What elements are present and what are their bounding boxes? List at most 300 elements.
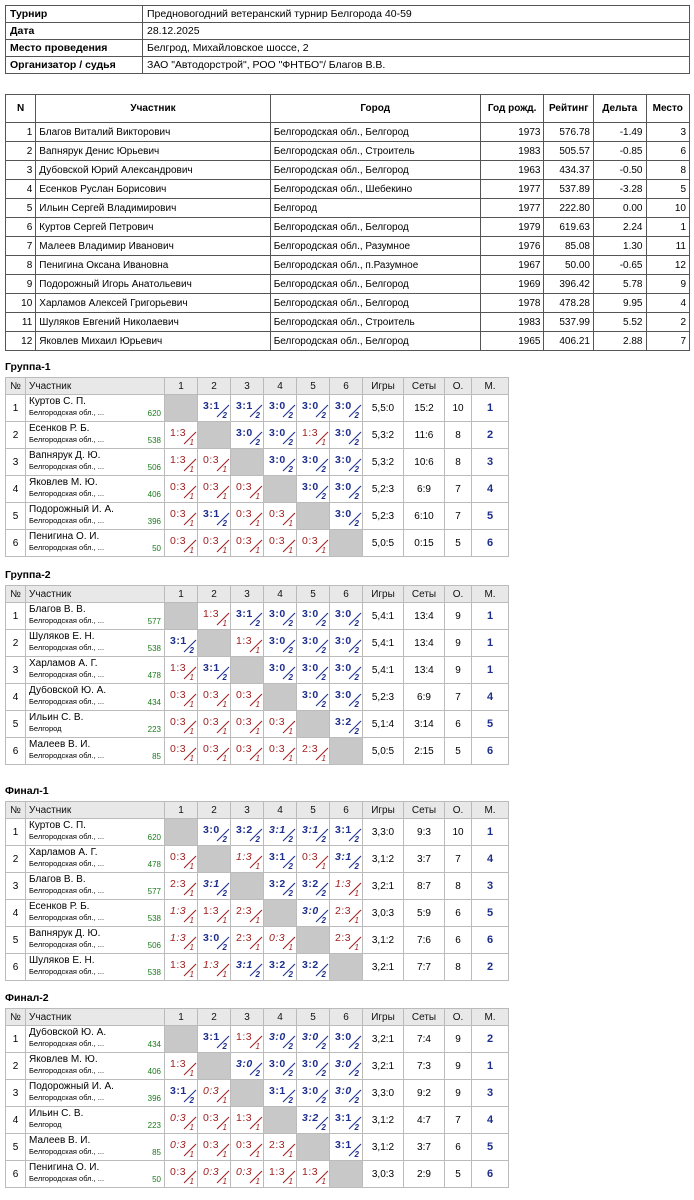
match-points: 2 xyxy=(255,619,260,628)
match-score: 0:3 xyxy=(203,743,220,755)
self-match-cell xyxy=(165,603,198,630)
match-result-cell xyxy=(198,603,231,630)
match-points: 2 xyxy=(255,970,260,979)
match-score: 3:1 xyxy=(236,959,253,971)
match-points: 2 xyxy=(288,889,293,898)
match-points: 2 xyxy=(354,1123,359,1132)
points-cell: 6 xyxy=(445,900,472,927)
match-result-cell xyxy=(264,603,297,630)
match-score: 3:2 xyxy=(269,878,286,890)
match-result-cell xyxy=(330,395,363,422)
group-table xyxy=(5,801,509,981)
row-number: 6 xyxy=(6,738,26,765)
player-name: Шуляков Е. Н. xyxy=(29,632,95,643)
match-score: 3:0 xyxy=(302,1085,319,1097)
participant-row xyxy=(6,199,690,218)
player-city: Белгородская обл., ... xyxy=(29,1148,105,1156)
group-header-cell: 5 xyxy=(297,1009,330,1026)
group-row xyxy=(6,1134,509,1161)
participant-city: Белгородская обл., Белгород xyxy=(270,123,480,142)
participant-row xyxy=(6,237,690,256)
player-city: Белгородская обл., ... xyxy=(29,544,105,552)
points-cell: 7 xyxy=(445,1107,472,1134)
group-header-row xyxy=(6,802,509,819)
player-city: Белгородская обл., ... xyxy=(29,887,105,895)
participant-place: 4 xyxy=(646,294,690,313)
participant-year: 1977 xyxy=(480,199,544,218)
player-name: Вапнярук Д. Ю. xyxy=(29,451,101,462)
match-score: 2:3 xyxy=(335,932,352,944)
player-rating: 50 xyxy=(152,544,161,553)
player-city: Белгородская обл., ... xyxy=(29,463,105,471)
participant-place: 7 xyxy=(646,332,690,351)
match-result-cell xyxy=(330,1053,363,1080)
match-result-cell xyxy=(264,954,297,981)
match-result-cell xyxy=(330,422,363,449)
match-result-cell xyxy=(330,873,363,900)
row-number: 2 xyxy=(6,422,26,449)
match-points: 1 xyxy=(255,754,260,763)
player-name: Благов В. В. xyxy=(29,605,86,616)
games-cell: 5,4:1 xyxy=(363,603,404,630)
match-result-cell xyxy=(165,1080,198,1107)
participant-city: Белгородская обл., Белгород xyxy=(270,218,480,237)
group-row xyxy=(6,476,509,503)
match-points: 2 xyxy=(354,673,359,682)
match-result-cell xyxy=(231,395,264,422)
match-score: 3:1 xyxy=(203,508,220,520)
group-header-cell: № xyxy=(6,802,26,819)
match-score: 3:0 xyxy=(302,635,319,647)
match-points: 2 xyxy=(354,700,359,709)
participant-row xyxy=(6,313,690,332)
match-score: 0:3 xyxy=(203,716,220,728)
points-cell: 7 xyxy=(445,684,472,711)
place-cell: 4 xyxy=(472,1107,509,1134)
player-name: Шуляков Е. Н. xyxy=(29,956,95,967)
match-score: 1:3 xyxy=(236,1112,253,1124)
group-title: Финал-2 xyxy=(5,992,49,1004)
player-rating: 434 xyxy=(147,698,161,707)
match-score: 3:0 xyxy=(269,662,286,674)
match-score: 3:0 xyxy=(302,1031,319,1043)
match-points: 1 xyxy=(255,546,260,555)
match-points: 2 xyxy=(321,1096,326,1105)
group-header-cell: 4 xyxy=(264,802,297,819)
row-number: 4 xyxy=(6,900,26,927)
match-score: 1:3 xyxy=(170,1058,187,1070)
participants-header: Участник xyxy=(36,95,270,123)
match-points: 2 xyxy=(288,465,293,474)
sets-cell: 9:3 xyxy=(404,819,445,846)
row-number: 4 xyxy=(6,684,26,711)
match-points: 1 xyxy=(189,754,194,763)
sets-cell: 9:2 xyxy=(404,1080,445,1107)
match-result-cell xyxy=(198,449,231,476)
match-score: 3:1 xyxy=(203,878,220,890)
group-row xyxy=(6,1161,509,1188)
match-points: 1 xyxy=(255,1177,260,1186)
info-value: Белгрод, Михайловское шоссе, 2 xyxy=(143,40,690,57)
participant-city: Белгородская обл., Шебекино xyxy=(270,180,480,199)
match-result-cell xyxy=(297,476,330,503)
match-points: 2 xyxy=(354,1042,359,1051)
points-cell: 10 xyxy=(445,819,472,846)
match-points: 2 xyxy=(288,673,293,682)
match-result-cell xyxy=(198,873,231,900)
player-name: Вапнярук Д. Ю. xyxy=(29,929,101,940)
match-score: 3:0 xyxy=(269,1031,286,1043)
player-city: Белгородская обл., ... xyxy=(29,436,105,444)
group-header-cell: Игры xyxy=(363,586,404,603)
group-header-cell: О. xyxy=(445,378,472,395)
match-points: 2 xyxy=(354,465,359,474)
match-score: 3:0 xyxy=(335,481,352,493)
games-cell: 3,2:1 xyxy=(363,873,404,900)
player-cell xyxy=(26,1134,165,1161)
match-score: 3:0 xyxy=(335,1085,352,1097)
match-score: 3:0 xyxy=(269,400,286,412)
match-result-cell xyxy=(165,1134,198,1161)
match-result-cell xyxy=(231,684,264,711)
match-result-cell xyxy=(165,630,198,657)
match-result-cell xyxy=(297,819,330,846)
row-number: 6 xyxy=(6,954,26,981)
match-result-cell xyxy=(231,422,264,449)
player-city: Белгород xyxy=(29,1121,62,1129)
participant-name: Дубовской Юрий Александрович xyxy=(36,161,270,180)
match-score: 3:2 xyxy=(302,959,319,971)
points-cell: 8 xyxy=(445,873,472,900)
match-score: 0:3 xyxy=(170,1166,187,1178)
group-header-cell: Сеты xyxy=(404,586,445,603)
place-cell: 3 xyxy=(472,873,509,900)
match-score: 0:3 xyxy=(236,481,253,493)
match-score: 0:3 xyxy=(269,508,286,520)
games-cell: 5,1:4 xyxy=(363,711,404,738)
match-score: 3:1 xyxy=(170,635,187,647)
group-header-cell: Участник xyxy=(26,378,165,395)
match-points: 1 xyxy=(321,862,326,871)
player-cell xyxy=(26,657,165,684)
match-points: 1 xyxy=(288,727,293,736)
points-cell: 9 xyxy=(445,630,472,657)
match-points: 1 xyxy=(222,727,227,736)
participant-delta: 0.00 xyxy=(593,199,646,218)
match-points: 1 xyxy=(222,1096,227,1105)
match-score: 0:3 xyxy=(269,716,286,728)
participant-n: 5 xyxy=(6,199,36,218)
match-points: 1 xyxy=(354,943,359,952)
match-score: 3:1 xyxy=(269,851,286,863)
match-result-cell xyxy=(330,476,363,503)
sets-cell: 7:7 xyxy=(404,954,445,981)
match-score: 1:3 xyxy=(302,1166,319,1178)
match-score: 0:3 xyxy=(236,508,253,520)
sets-cell: 10:6 xyxy=(404,449,445,476)
match-result-cell xyxy=(297,1107,330,1134)
group-table xyxy=(5,377,509,557)
player-name: Харламов А. Г. xyxy=(29,848,98,859)
match-score: 2:3 xyxy=(236,905,253,917)
match-result-cell xyxy=(165,738,198,765)
group-header-row xyxy=(6,378,509,395)
match-result-cell xyxy=(264,630,297,657)
match-score: 3:0 xyxy=(302,1058,319,1070)
player-cell xyxy=(26,422,165,449)
participant-rating: 50.00 xyxy=(544,256,594,275)
match-score: 1:3 xyxy=(170,454,187,466)
match-result-cell xyxy=(198,711,231,738)
games-cell: 5,4:1 xyxy=(363,657,404,684)
match-points: 1 xyxy=(189,492,194,501)
participant-delta: -1.49 xyxy=(593,123,646,142)
match-result-cell xyxy=(330,449,363,476)
info-row xyxy=(6,57,690,74)
match-result-cell xyxy=(198,954,231,981)
match-score: 0:3 xyxy=(203,1112,220,1124)
match-points: 1 xyxy=(255,519,260,528)
participant-delta: -3.28 xyxy=(593,180,646,199)
participant-year: 1977 xyxy=(480,180,544,199)
match-score: 3:1 xyxy=(269,1085,286,1097)
row-number: 1 xyxy=(6,395,26,422)
participant-name: Шуляков Евгений Николаевич xyxy=(36,313,270,332)
group-header-cell: 2 xyxy=(198,378,231,395)
participant-year: 1967 xyxy=(480,256,544,275)
match-score: 0:3 xyxy=(170,535,187,547)
group-header-cell: 1 xyxy=(165,1009,198,1026)
match-score: 2:3 xyxy=(269,1139,286,1151)
match-points: 2 xyxy=(189,646,194,655)
group-table xyxy=(5,1008,509,1188)
match-score: 3:1 xyxy=(335,851,352,863)
sets-cell: 3:7 xyxy=(404,846,445,873)
match-points: 2 xyxy=(288,1069,293,1078)
place-cell: 3 xyxy=(472,1080,509,1107)
group-row xyxy=(6,927,509,954)
player-cell xyxy=(26,711,165,738)
group-row xyxy=(6,873,509,900)
participant-delta: -0.50 xyxy=(593,161,646,180)
group-header-cell: 4 xyxy=(264,586,297,603)
match-points: 2 xyxy=(321,492,326,501)
points-cell: 5 xyxy=(445,530,472,557)
row-number: 3 xyxy=(6,657,26,684)
match-result-cell xyxy=(198,927,231,954)
group-header-cell: № xyxy=(6,586,26,603)
player-rating: 620 xyxy=(147,833,161,842)
match-result-cell xyxy=(165,900,198,927)
match-score: 3:0 xyxy=(203,824,220,836)
participant-city: Белгород xyxy=(270,199,480,218)
group-header-cell: М. xyxy=(472,378,509,395)
points-cell: 9 xyxy=(445,1080,472,1107)
match-points: 2 xyxy=(354,727,359,736)
match-score: 3:0 xyxy=(269,1058,286,1070)
match-points: 2 xyxy=(321,970,326,979)
sets-cell: 6:9 xyxy=(404,684,445,711)
player-cell xyxy=(26,1026,165,1053)
participant-n: 1 xyxy=(6,123,36,142)
games-cell: 3,2:1 xyxy=(363,954,404,981)
match-result-cell xyxy=(264,738,297,765)
player-cell xyxy=(26,476,165,503)
match-score: 0:3 xyxy=(302,535,319,547)
match-result-cell xyxy=(165,657,198,684)
group-header-cell: Участник xyxy=(26,1009,165,1026)
player-rating: 223 xyxy=(147,1121,161,1130)
match-score: 0:3 xyxy=(203,689,220,701)
info-row xyxy=(6,6,690,23)
place-cell: 1 xyxy=(472,819,509,846)
match-points: 2 xyxy=(354,619,359,628)
match-points: 2 xyxy=(321,1069,326,1078)
match-score: 3:1 xyxy=(269,824,286,836)
match-score: 3:0 xyxy=(302,689,319,701)
match-result-cell xyxy=(198,684,231,711)
games-cell: 3,0:3 xyxy=(363,900,404,927)
self-match-cell xyxy=(330,530,363,557)
match-points: 1 xyxy=(189,943,194,952)
row-number: 5 xyxy=(6,503,26,530)
player-cell xyxy=(26,1053,165,1080)
match-score: 1:3 xyxy=(236,635,253,647)
participant-rating: 406.21 xyxy=(544,332,594,351)
match-score: 3:1 xyxy=(170,1085,187,1097)
match-points: 1 xyxy=(288,1177,293,1186)
place-cell: 5 xyxy=(472,900,509,927)
place-cell: 5 xyxy=(472,503,509,530)
match-result-cell xyxy=(165,873,198,900)
place-cell: 5 xyxy=(472,711,509,738)
games-cell: 3,2:1 xyxy=(363,1053,404,1080)
games-cell: 5,3:2 xyxy=(363,422,404,449)
participants-header: Место xyxy=(646,95,690,123)
sets-cell: 0:15 xyxy=(404,530,445,557)
match-score: 0:3 xyxy=(203,1085,220,1097)
participant-delta: 2.24 xyxy=(593,218,646,237)
row-number: 4 xyxy=(6,1107,26,1134)
match-score: 1:3 xyxy=(170,662,187,674)
match-result-cell xyxy=(231,530,264,557)
match-score: 3:0 xyxy=(335,1031,352,1043)
match-points: 2 xyxy=(222,411,227,420)
match-score: 3:0 xyxy=(203,932,220,944)
match-score: 3:1 xyxy=(302,824,319,836)
info-label: Организатор / судья xyxy=(6,57,143,74)
match-score: 1:3 xyxy=(203,959,220,971)
match-result-cell xyxy=(165,954,198,981)
match-points: 1 xyxy=(255,1042,260,1051)
player-cell xyxy=(26,503,165,530)
sets-cell: 13:4 xyxy=(404,657,445,684)
match-result-cell xyxy=(330,630,363,657)
match-result-cell xyxy=(231,1107,264,1134)
match-result-cell xyxy=(264,873,297,900)
participant-name: Малеев Владимир Иванович xyxy=(36,237,270,256)
match-points: 1 xyxy=(354,916,359,925)
games-cell: 3,2:1 xyxy=(363,1026,404,1053)
match-points: 1 xyxy=(288,546,293,555)
place-cell: 6 xyxy=(472,1161,509,1188)
match-score: 3:0 xyxy=(302,905,319,917)
player-city: Белгородская обл., ... xyxy=(29,1094,105,1102)
player-cell xyxy=(26,449,165,476)
match-score: 1:3 xyxy=(170,427,187,439)
match-result-cell xyxy=(297,657,330,684)
participant-delta: 2.88 xyxy=(593,332,646,351)
participant-city: Белгородская обл., Белгород xyxy=(270,275,480,294)
match-points: 1 xyxy=(222,754,227,763)
participant-year: 1983 xyxy=(480,142,544,161)
games-cell: 5,2:3 xyxy=(363,476,404,503)
info-label: Дата xyxy=(6,23,143,40)
sets-cell: 3:14 xyxy=(404,711,445,738)
match-points: 2 xyxy=(354,1150,359,1159)
match-points: 2 xyxy=(321,700,326,709)
group-header-cell: Сеты xyxy=(404,1009,445,1026)
match-result-cell xyxy=(297,422,330,449)
participant-name: Куртов Сергей Петрович xyxy=(36,218,270,237)
match-points: 1 xyxy=(189,1069,194,1078)
info-label: Турнир xyxy=(6,6,143,23)
match-points: 2 xyxy=(222,943,227,952)
participant-city: Белгородская обл., Белгород xyxy=(270,294,480,313)
player-city: Белгородская обл., ... xyxy=(29,1040,105,1048)
sets-cell: 3:7 xyxy=(404,1134,445,1161)
participant-name: Яковлев Михаил Юрьевич xyxy=(36,332,270,351)
info-value: 28.12.2025 xyxy=(143,23,690,40)
place-cell: 2 xyxy=(472,954,509,981)
match-points: 2 xyxy=(255,438,260,447)
match-result-cell xyxy=(264,927,297,954)
place-cell: 6 xyxy=(472,530,509,557)
match-score: 0:3 xyxy=(170,716,187,728)
match-result-cell xyxy=(165,1053,198,1080)
points-cell: 6 xyxy=(445,927,472,954)
match-result-cell xyxy=(264,530,297,557)
sets-cell: 8:7 xyxy=(404,873,445,900)
games-cell: 5,0:5 xyxy=(363,530,404,557)
participant-row xyxy=(6,218,690,237)
participant-row xyxy=(6,294,690,313)
match-score: 1:3 xyxy=(170,905,187,917)
participant-row xyxy=(6,161,690,180)
match-points: 2 xyxy=(288,970,293,979)
self-match-cell xyxy=(264,684,297,711)
points-cell: 9 xyxy=(445,603,472,630)
participant-n: 6 xyxy=(6,218,36,237)
match-score: 0:3 xyxy=(236,689,253,701)
games-cell: 5,0:5 xyxy=(363,738,404,765)
player-city: Белгородская обл., ... xyxy=(29,752,105,760)
participant-place: 2 xyxy=(646,313,690,332)
match-score: 3:0 xyxy=(335,508,352,520)
player-rating: 577 xyxy=(147,887,161,896)
group-row xyxy=(6,630,509,657)
player-cell xyxy=(26,603,165,630)
match-points: 2 xyxy=(354,835,359,844)
match-result-cell xyxy=(198,657,231,684)
info-value: Предновогодний ветеранский турнир Белгорода 40-59 xyxy=(143,6,690,23)
participant-year: 1978 xyxy=(480,294,544,313)
participant-delta: 5.52 xyxy=(593,313,646,332)
self-match-cell xyxy=(198,630,231,657)
match-points: 1 xyxy=(321,438,326,447)
match-result-cell xyxy=(165,1161,198,1188)
match-score: 3:0 xyxy=(335,1058,352,1070)
